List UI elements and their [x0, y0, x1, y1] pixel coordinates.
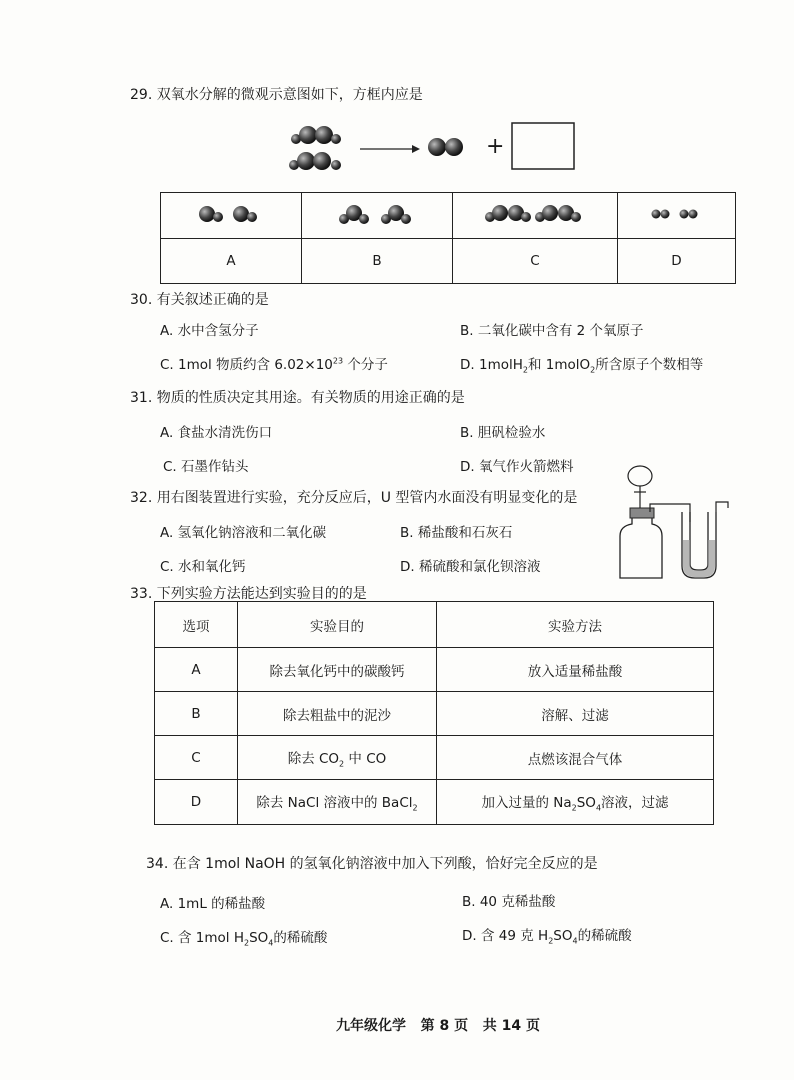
table-header-option: 选项	[155, 602, 238, 648]
option-b-image	[302, 193, 453, 239]
q32-option-d: D. 稀硫酸和氯化钡溶液	[400, 559, 541, 575]
q30-option-d: D. 1molH$_2$和 1molO$_2$所含原子个数相等	[460, 357, 704, 375]
q31-option-b: B. 胆矾检验水	[460, 425, 546, 441]
molecule-a-icon	[191, 199, 271, 229]
q34-option-a: A. 1mL 的稀盐酸	[160, 896, 266, 912]
q30-option-c: C. 1mol 物质约含 $6.02\times 10^{23}$ 个分子	[160, 356, 388, 373]
q33-stem: 33. 下列实验方法能达到实验目的的是	[130, 586, 367, 602]
q29-reaction-diagram	[280, 115, 590, 180]
u-tube-apparatus-diagram	[610, 462, 735, 584]
table-cell-method: 溶解、过滤	[437, 692, 714, 736]
option-c-image	[453, 193, 618, 239]
page-footer: 九年级化学 第 8 页 共 14 页	[336, 1018, 540, 1034]
table-cell-goal: 除去粗盐中的泥沙	[238, 692, 437, 736]
option-d-image	[618, 193, 736, 239]
table-cell-option: C	[155, 736, 238, 780]
q34-stem: 34. 在含 1mol NaOH 的氢氧化钠溶液中加入下列酸，恰好完全反应的是	[146, 856, 598, 872]
q32-option-a: A. 氢氧化钠溶液和二氧化碳	[160, 525, 327, 541]
molecule-c-icon	[480, 199, 590, 229]
q29-stem: 29. 双氧水分解的微观示意图如下，方框内应是	[130, 87, 423, 103]
table-header-method: 实验方法	[437, 602, 714, 648]
q31-stem: 31. 物质的性质决定其用途。有关物质的用途正确的是	[130, 390, 465, 406]
table-cell-option: D	[155, 780, 238, 825]
q34-option-c: C. 含 1mol $H_2SO_4$的稀硫酸	[160, 930, 328, 948]
option-c-label: C	[453, 239, 618, 284]
q34-option-d: D. 含 49 克 $H_2SO_4$的稀硫酸	[462, 928, 632, 946]
option-b-label: B	[302, 239, 453, 284]
q30-option-a: A. 水中含氢分子	[160, 323, 259, 339]
q31-option-a: A. 食盐水清洗伤口	[160, 425, 273, 441]
q31-option-d: D. 氧气作火箭燃料	[460, 459, 574, 475]
plus-sign: +	[486, 134, 505, 159]
table-cell-option: A	[155, 648, 238, 692]
table-cell-method: 放入适量稀盐酸	[437, 648, 714, 692]
h2o2-molecule-2	[289, 152, 341, 170]
table-cell-goal: 除去 NaCl 溶液中的 BaCl$_2$	[238, 780, 437, 825]
table-cell-option: B	[155, 692, 238, 736]
molecule-d-icon	[642, 199, 712, 229]
table-cell-goal: 除去 $CO_2$ 中 CO	[238, 736, 437, 780]
q34-option-b: B. 40 克稀盐酸	[462, 894, 556, 910]
table-cell-goal: 除去氧化钙中的碳酸钙	[238, 648, 437, 692]
q30-option-b: B. 二氧化碳中含有 2 个氧原子	[460, 323, 644, 339]
h2o2-molecule-1	[291, 126, 341, 144]
q32-stem: 32. 用右图装置进行实验，充分反应后，U 型管内水面没有明显变化的是	[130, 490, 578, 506]
q31-option-c: C. 石墨作钻头	[163, 459, 249, 475]
q33-methods-table	[154, 601, 714, 825]
option-a-image	[161, 193, 302, 239]
q29-options-table	[160, 192, 736, 284]
option-d-label: D	[618, 239, 736, 284]
q32-option-b: B. 稀盐酸和石灰石	[400, 525, 513, 541]
q32-option-c: C. 水和氧化钙	[160, 559, 246, 575]
table-cell-method: 点燃该混合气体	[437, 736, 714, 780]
table-cell-method: 加入过量的 $Na_2SO_4$溶液，过滤	[437, 780, 714, 825]
table-header-goal: 实验目的	[238, 602, 437, 648]
molecule-b-icon	[332, 199, 422, 229]
option-a-label: A	[161, 239, 302, 284]
q30-stem: 30. 有关叙述正确的是	[130, 292, 269, 308]
answer-box	[512, 123, 574, 169]
